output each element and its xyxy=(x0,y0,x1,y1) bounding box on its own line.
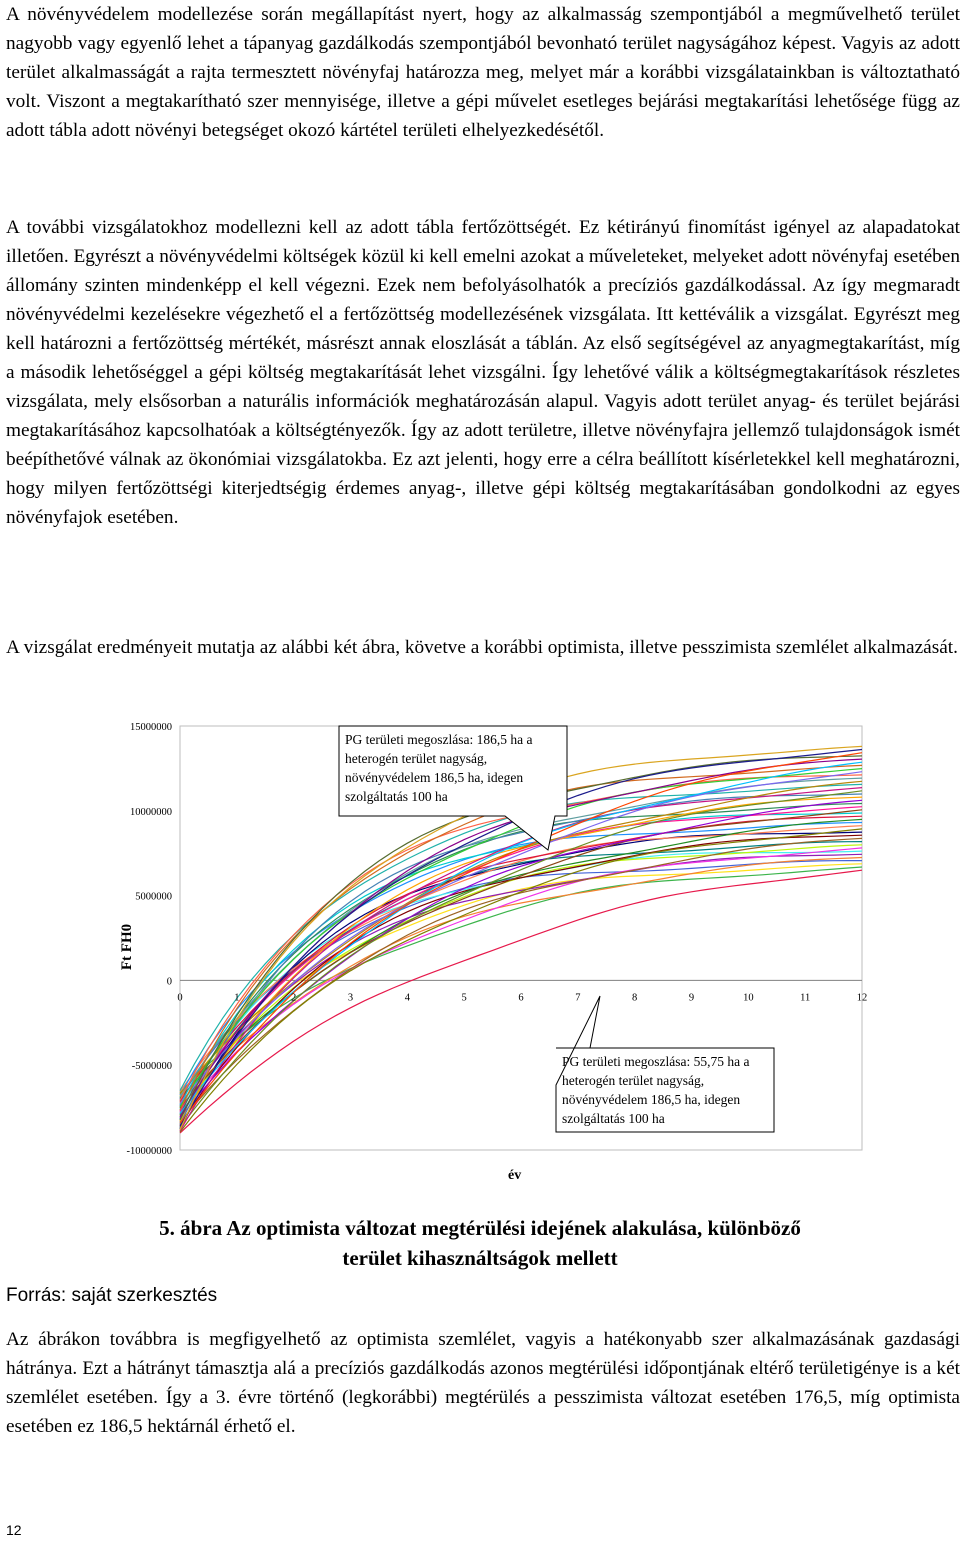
x-tick-label: 7 xyxy=(575,992,581,1004)
y-tick-label: 5000000 xyxy=(135,891,172,903)
x-tick-label: 10 xyxy=(743,992,754,1004)
paragraph-results-intro: A vizsgálat eredményeit mutatja az alábbi két ábra, követve a korábbi optimista, illetve pesszimista szemlélet alkalmazását. xyxy=(6,637,958,658)
x-tick-label: 12 xyxy=(856,992,868,1004)
x-tick-label: 6 xyxy=(518,992,524,1004)
figure-caption xyxy=(0,1213,960,1273)
paragraph-methods: A további vizsgálatokhoz modellezni kell az adott tábla fertőzöttségét. Ez kétirányú finomítást igényel az alapadatokat illetően. Egyrészt a növényvédelmi költségek közül ki kell emelni azokat a műveleteket, melyeket adott növényfaj esetében állomány szinten mindenképp el kell végezni. Ezek nem befolyásolhatók a precíziós gazdálkodással. Az így megmaradt növényvédelmi kezelésekre végezhető el a fertőzöttség modellezésének vizsgálata. Itt kettéválik a vizsgálat. Egyrészt meg kell határozni a fertőzöttség mértékét, másrészt annak eloszlását a táblán. Az első segítségével az anyagmegtakarítást, míg a második lehetőséggel a gépi költség megtakarítását lehet vizsgálni. Így lehetővé válik a költségmegtakarítások részletes vizsgálata, mely elsősorban a naturális információk meghatározásán alapul. Vagyis adott terület anyag- és terület bejárási megtakarításához kapcsolhatóak a költségtényezők. Így az adott területre, illetve növényfajra jellemző tulajdonságok ismét beépíthetővé válnak az ökonómiai vizsgálatokba. Ez azt jelenti, hogy erre a célra beállított kísérletekkel kell meghatározni, hogy milyen fertőzöttségi kiterjedtségig érdemes anyag-, illetve gépi költség megtakarításában gondolkodni az egyes növényfajok esetében. xyxy=(6,217,960,528)
x-tick-label: 11 xyxy=(800,992,811,1004)
x-tick-label: 2 xyxy=(291,992,297,1004)
page-number: 12 xyxy=(6,1522,22,1538)
callout-bottom: PG területi megoszlása: 55,75 ha a heterogén terület nagyság, növényvédelem 186,5 ha, idegen szolgáltatás 100 ha xyxy=(562,1054,750,1126)
source-note: Forrás: saját szerkesztés xyxy=(6,1285,218,1306)
x-tick-label: 4 xyxy=(404,992,410,1004)
y-tick-label: 0 xyxy=(166,976,172,988)
caption-line-1: 5. ábra Az optimista változat megtérülési idejének alakulása, különböző xyxy=(159,1216,801,1240)
x-tick-label: 9 xyxy=(688,992,695,1004)
x-tick-label: 3 xyxy=(347,992,354,1004)
y-tick-label: -10000000 xyxy=(126,1146,172,1157)
callout-top: PG területi megoszlása: 186,5 ha a heterogén terület nagyság, növényvédelem 186,5 ha, idegen szolgáltatás 100 ha xyxy=(345,732,533,804)
y-tick-label: 15000000 xyxy=(130,722,172,733)
y-tick-label: 10000000 xyxy=(130,806,172,818)
paragraph-intro: A növényvédelem modellezése során megállapítást nyert, hogy az alkalmasság szempontjából a megművelhető terület nagyobb vagy egyenlő lehet a tápanyag gazdálkodás szempontjából bevonható terület nagyságához képest. Vagyis az adott terület alkalmasságát a rajta termesztett növényfaj határozza meg, melyet már a korábbi vizsgálatainkban is változtatható volt. Viszont a megtakarítható szer mennyisége, illetve a gépi művelet esetleges bejárási megtakarítási lehetősége függ az adott tábla adott növényi betegséget okozó kártétel területi elhelyezkedésétől. xyxy=(6,4,960,141)
paragraph-conclusion: Az ábrákon továbbra is megfigyelhető az optimista szemlélet, vagyis a hatékonyabb szer alkalmazásának gazdasági hátránya. Ezt a hátrányt támasztja alá a precíziós gazdálkodás azonos megtérülési időpontjának eltérő területigénye is a két szemlélet esetében. Így a 3. évre történő (legkorábbi) megtérülés a pesszimista változat esetében 176,5, míg optimista esetében ez 186,5 hektárnál érhető el. xyxy=(6,1329,960,1437)
x-axis-label: év xyxy=(508,1168,522,1183)
x-tick-label: 8 xyxy=(632,992,638,1004)
x-tick-label: 0 xyxy=(177,992,183,1004)
x-tick-label: 5 xyxy=(461,992,467,1004)
y-axis-label: Ft FH0 xyxy=(119,923,135,971)
series-line xyxy=(180,784,862,1090)
y-tick-label: -5000000 xyxy=(131,1061,172,1073)
x-tick-label: 1 xyxy=(234,992,240,1004)
caption-line-2: terület kihasználtságok mellett xyxy=(342,1246,618,1270)
